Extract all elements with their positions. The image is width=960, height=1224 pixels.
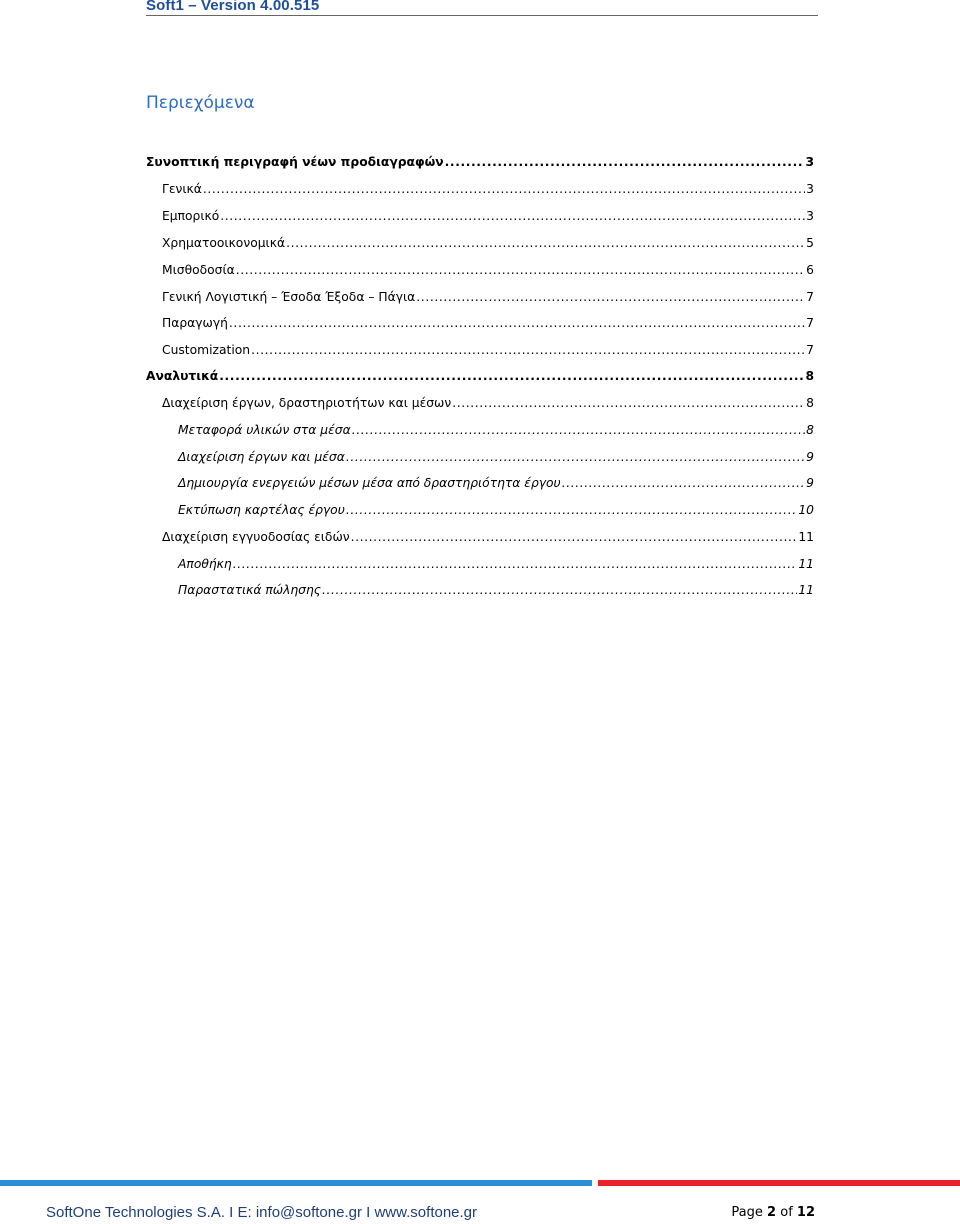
toc-entry-label: Διαχείριση εγγυοδοσίας ειδών [162,530,350,544]
toc-entry-page: 3 [805,155,814,169]
toc-entry-label: Παραγωγή [162,316,228,330]
toc-entry[interactable] [146,154,814,170]
toc-leader-dots [203,181,805,197]
toc-entry-page: 7 [806,290,814,304]
toc-leader-dots [352,422,805,438]
toc-entry-label: Αποθήκη [178,557,232,571]
toc-entry-page: 11 [798,557,814,571]
toc-leader-dots [346,502,798,518]
toc-entry-label: Μισθοδοσία [162,263,235,277]
toc-leader-dots [236,262,805,278]
page-total: 12 [796,1205,815,1220]
toc-leader-dots [351,529,798,545]
toc-entry[interactable] [178,475,814,491]
page-of: of [780,1205,793,1220]
toc-entry-label: Γενική Λογιστική – Έσοδα Έξοδα – Πάγια [162,290,416,304]
toc-entry[interactable] [162,342,814,358]
toc-entry[interactable] [162,289,814,305]
toc-entry-page: 3 [806,182,814,196]
page-prefix: Page [731,1205,763,1220]
toc-entry-label: Customization [162,343,251,357]
toc-entry-page: 11 [798,530,814,544]
toc-entry-page: 9 [806,450,814,464]
toc-entry-page: 3 [806,209,814,223]
footer-page-number [731,1205,815,1220]
toc-entry[interactable] [162,315,814,331]
toc-entry-label: Δημιουργία ενεργειών μέσων μέσα από δραστηριότητα έργου [178,476,561,490]
footer-company-line: SoftOne Technologies S.A. I E: info@softone.gr I www.softone.gr [46,1204,478,1221]
toc-entry-page: 11 [798,583,814,597]
toc-leader-dots [229,315,805,331]
toc-entry-page: 5 [806,236,814,250]
toc-entry-label: Διαχείριση έργων και μέσα [178,450,345,464]
page-current: 2 [767,1205,777,1220]
toc-leader-dots [416,289,805,305]
toc-entry-page: 9 [806,476,814,490]
toc-leader-dots [233,556,798,572]
footer-accent-bar-red [598,1180,960,1186]
toc-entry-label: Χρηματοοικονομικά [162,236,286,250]
toc-leader-dots [322,582,797,598]
toc-entry[interactable] [162,235,814,251]
toc-entry[interactable] [162,395,814,411]
toc-entry-label: Εκτύπωση καρτέλας έργου [178,503,345,517]
toc-leader-dots [452,395,805,411]
toc-entry-page: 8 [805,369,814,383]
toc-entry-page: 8 [806,396,814,410]
toc-entry[interactable] [162,181,814,197]
toc-leader-dots [286,235,805,251]
toc-heading: Περιεχόμενα [146,93,255,113]
toc-entry-label: Παραστατικά πώλησης [178,583,321,597]
toc-entry-page: 7 [806,343,814,357]
header-divider [146,15,818,16]
toc-entry[interactable] [178,556,814,572]
toc-leader-dots [445,154,805,170]
toc-leader-dots [251,342,805,358]
toc-entry[interactable] [162,529,814,545]
toc-entry-page: 10 [798,503,814,517]
toc-leader-dots [346,449,805,465]
toc-entry-page: 8 [806,423,814,437]
toc-entry-page: 6 [806,263,814,277]
toc-entry-label: Αναλυτικά [146,369,219,383]
toc-leader-dots [562,475,805,491]
toc-entry[interactable] [146,368,814,384]
toc-entry-label: Εμπορικό [162,209,220,223]
toc-entry-label: Διαχείριση έργων, δραστηριοτήτων και μέσων [162,396,452,410]
toc-entry[interactable] [162,262,814,278]
toc-leader-dots [220,208,805,224]
toc-entry[interactable] [178,582,814,598]
toc-entry-label: Γενικά [162,182,202,196]
footer-accent-bar-blue [0,1180,592,1186]
toc-entry[interactable] [162,208,814,224]
document-header-title: Soft1 – Version 4.00.515 [146,0,320,14]
toc-entry[interactable] [178,422,814,438]
toc-entry[interactable] [178,449,814,465]
toc-entry[interactable] [178,502,814,518]
toc-entry-page: 7 [806,316,814,330]
toc-entry-label: Μεταφορά υλικών στα μέσα [178,423,351,437]
toc-leader-dots [219,368,804,384]
toc-entry-label: Συνοπτική περιγραφή νέων προδιαγραφών [146,155,444,169]
